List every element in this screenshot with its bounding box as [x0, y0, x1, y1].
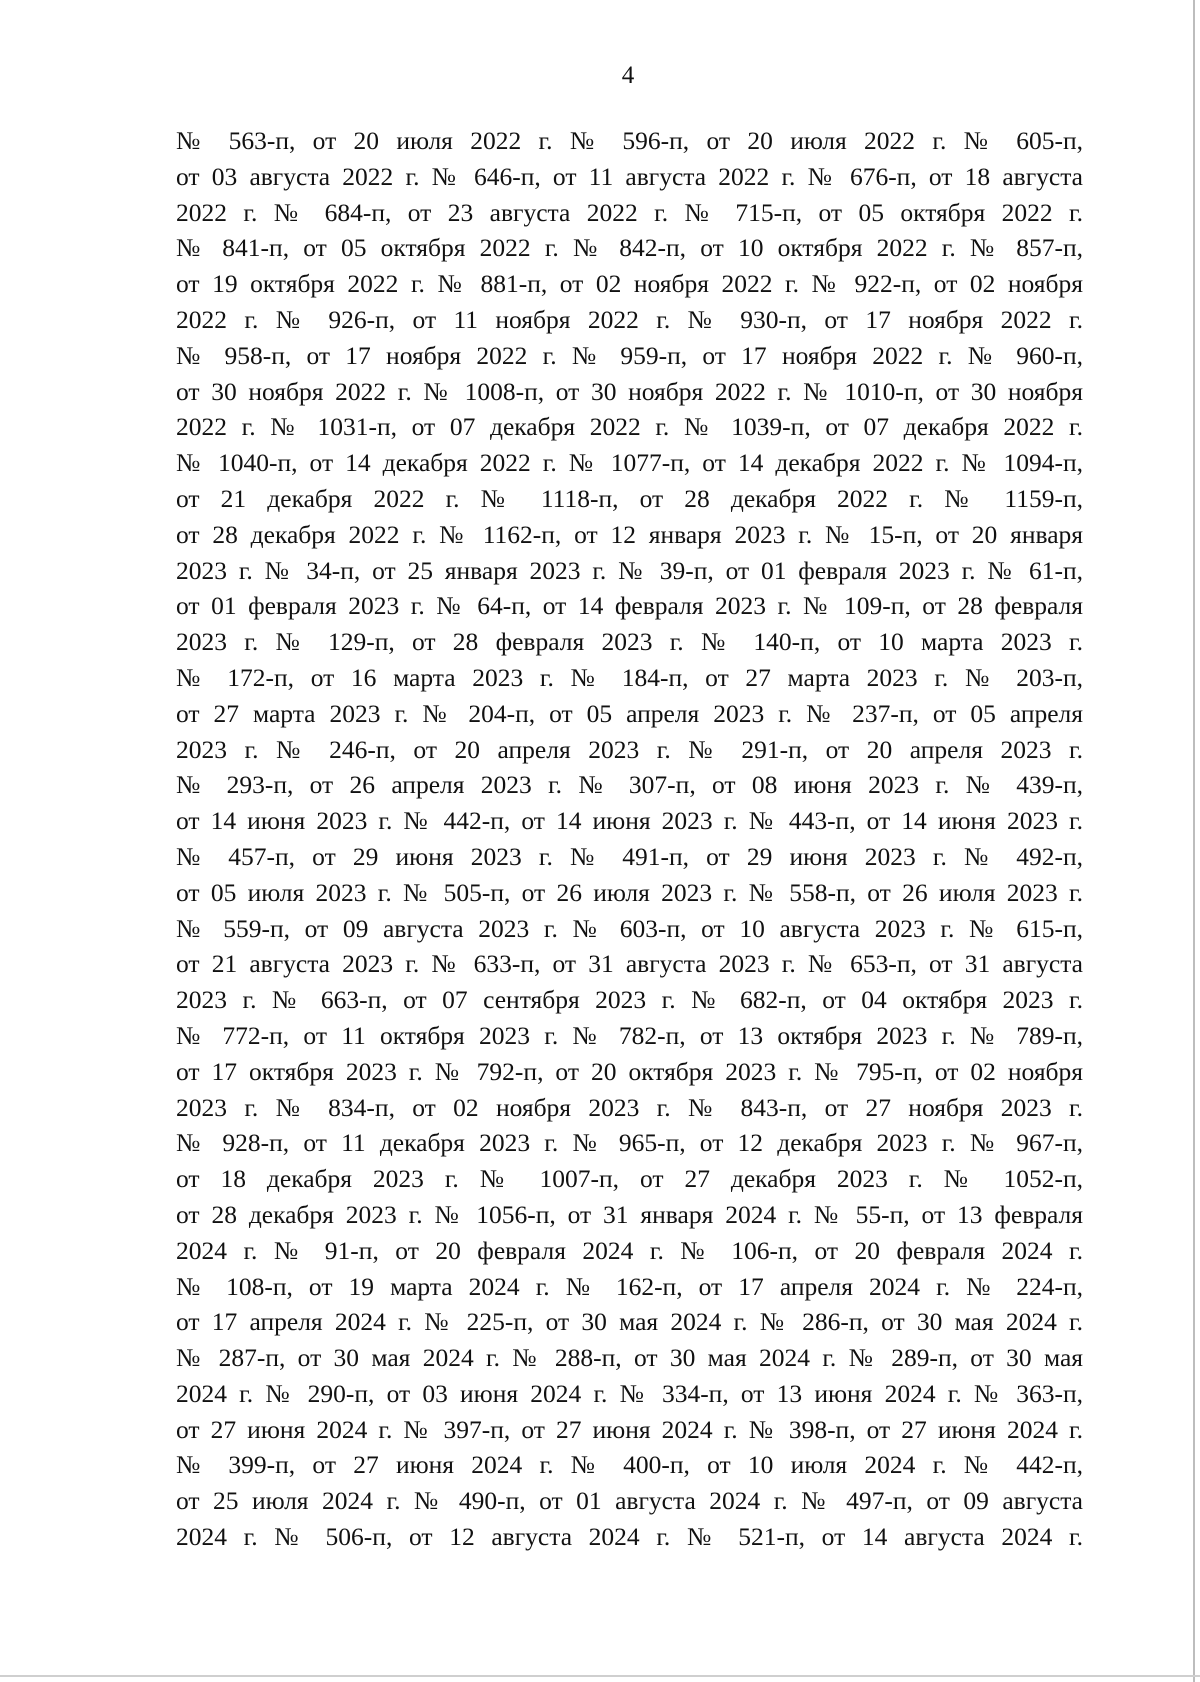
text-line: от 27 марта 2023 г. № 204-п, от 05 апреля 2023 г. № 237-п, от 05 апреля [176, 698, 1083, 728]
text-line: № 841-п, от 05 октября 2022 г. № 842-п, от 10 октября 2022 г. № 857-п, [176, 233, 1083, 263]
text-line: № 772-п, от 11 октября 2023 г. № 782-п, от 13 октября 2023 г. № 789-п, [176, 1020, 1083, 1050]
text-line: от 27 июня 2024 г. № 397-п, от 27 июня 2024 г. № 398-п, от 27 июня 2024 г. [176, 1414, 1083, 1444]
text-line: 2024 г. № 91-п, от 20 февраля 2024 г. № 106-п, от 20 февраля 2024 г. [176, 1235, 1083, 1265]
text-line: № 172-п, от 16 марта 2023 г. № 184-п, от 27 марта 2023 г. № 203-п, [176, 662, 1083, 692]
text-line: № 293-п, от 26 апреля 2023 г. № 307-п, от 08 июня 2023 г. № 439-п, [176, 770, 1083, 800]
text-line: 2023 г. № 129-п, от 28 февраля 2023 г. № 140-п, от 10 марта 2023 г. [176, 627, 1083, 657]
text-line: № 928-п, от 11 декабря 2023 г. № 965-п, от 12 декабря 2023 г. № 967-п, [176, 1128, 1083, 1158]
text-line: от 18 декабря 2023 г. № 1007-п, от 27 декабря 2023 г. № 1052-п, [176, 1164, 1083, 1194]
text-line: 2023 г. № 663-п, от 07 сентября 2023 г. № 682-п, от 04 октября 2023 г. [176, 985, 1083, 1015]
text-line: от 21 августа 2023 г. № 633-п, от 31 августа 2023 г. № 653-п, от 31 августа [176, 949, 1083, 979]
text-line: 2023 г. № 246-п, от 20 апреля 2023 г. № 291-п, от 20 апреля 2023 г. [176, 734, 1083, 764]
text-line: от 17 октября 2023 г. № 792-п, от 20 октября 2023 г. № 795-п, от 02 ноября [176, 1056, 1083, 1086]
page-edge-right [1193, 0, 1195, 1682]
text-line: № 559-п, от 09 августа 2023 г. № 603-п, от 10 августа 2023 г. № 615-п, [176, 913, 1083, 943]
text-line: 2024 г. № 290-п, от 03 июня 2024 г. № 334-п, от 13 июня 2024 г. № 363-п, [176, 1378, 1083, 1408]
text-line: № 108-п, от 19 марта 2024 г. № 162-п, от 17 апреля 2024 г. № 224-п, [176, 1271, 1083, 1301]
text-line: от 25 июля 2024 г. № 490-п, от 01 августа 2024 г. № 497-п, от 09 августа [176, 1486, 1083, 1516]
text-line: от 14 июня 2023 г. № 442-п, от 14 июня 2023 г. № 443-п, от 14 июня 2023 г. [176, 806, 1083, 836]
text-line: от 03 августа 2022 г. № 646-п, от 11 августа 2022 г. № 676-п, от 18 августа [176, 161, 1083, 191]
text-line: № 287-п, от 30 мая 2024 г. № 288-п, от 30 мая 2024 г. № 289-п, от 30 мая [176, 1343, 1083, 1373]
text-line: 2022 г. № 1031-п, от 07 декабря 2022 г. № 1039-п, от 07 декабря 2022 г. [176, 412, 1083, 442]
text-line: от 30 ноября 2022 г. № 1008-п, от 30 ноября 2022 г. № 1010-п, от 30 ноября [176, 376, 1083, 406]
text-line: № 1040-п, от 14 декабря 2022 г. № 1077-п, от 14 декабря 2022 г. № 1094-п, [176, 448, 1083, 478]
text-line: от 21 декабря 2022 г. № 1118-п, от 28 декабря 2022 г. № 1159-п, [176, 483, 1083, 513]
text-line: № 399-п, от 27 июня 2024 г. № 400-п, от 10 июля 2024 г. № 442-п, [176, 1450, 1083, 1480]
text-line: от 28 декабря 2023 г. № 1056-п, от 31 января 2024 г. № 55-п, от 13 февраля [176, 1199, 1083, 1229]
text-line: № 457-п, от 29 июня 2023 г. № 491-п, от 29 июня 2023 г. № 492-п, [176, 841, 1083, 871]
text-line: от 17 апреля 2024 г. № 225-п, от 30 мая 2024 г. № 286-п, от 30 мая 2024 г. [176, 1307, 1083, 1337]
body-text [176, 123, 1083, 1555]
text-line: № 958-п, от 17 ноября 2022 г. № 959-п, от 17 ноября 2022 г. № 960-п, [176, 340, 1083, 370]
page-number: 4 [621, 62, 635, 89]
text-line: от 19 октября 2022 г. № 881-п, от 02 ноября 2022 г. № 922-п, от 02 ноября [176, 269, 1083, 299]
page-edge-bottom [0, 1675, 1200, 1677]
text-line: 2024 г. № 506-п, от 12 августа 2024 г. № 521-п, от 14 августа 2024 г. [176, 1522, 1083, 1552]
text-line: от 05 июля 2023 г. № 505-п, от 26 июля 2023 г. № 558-п, от 26 июля 2023 г. [176, 877, 1083, 907]
text-line: 2022 г. № 926-п, от 11 ноября 2022 г. № 930-п, от 17 ноября 2022 г. [176, 304, 1083, 334]
text-line: 2023 г. № 34-п, от 25 января 2023 г. № 39-п, от 01 февраля 2023 г. № 61-п, [176, 555, 1083, 585]
text-line: от 28 декабря 2022 г. № 1162-п, от 12 января 2023 г. № 15-п, от 20 января [176, 519, 1083, 549]
text-line: 2023 г. № 834-п, от 02 ноября 2023 г. № 843-п, от 27 ноября 2023 г. [176, 1092, 1083, 1122]
text-line: № 563-п, от 20 июля 2022 г. № 596-п, от 20 июля 2022 г. № 605-п, [176, 126, 1083, 155]
text-line: от 01 февраля 2023 г. № 64-п, от 14 февраля 2023 г. № 109-п, от 28 февраля [176, 591, 1083, 621]
text-line: 2022 г. № 684-п, от 23 августа 2022 г. № 715-п, от 05 октября 2022 г. [176, 197, 1083, 227]
